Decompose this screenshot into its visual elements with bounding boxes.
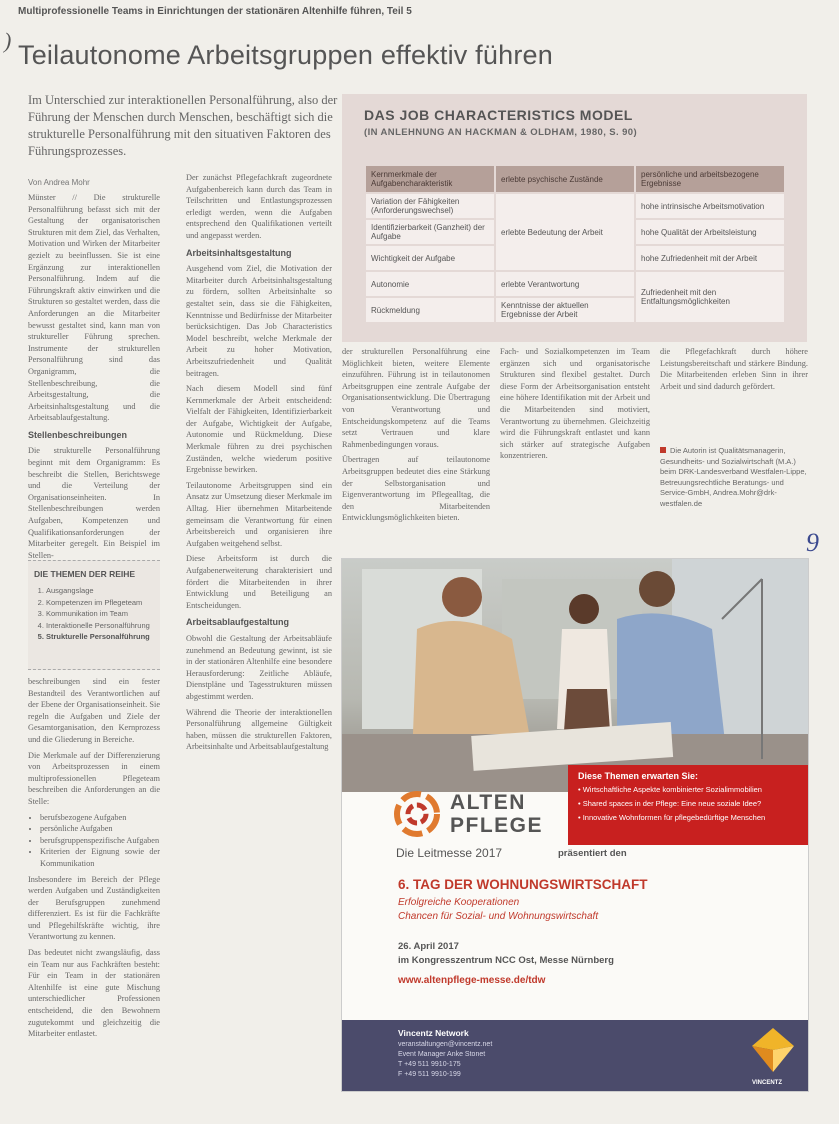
column-2 (186, 172, 332, 1116)
requirement-item: • persönliche Aufgaben (40, 823, 160, 835)
ad-event-location: im Kongresszentrum NCC Ost, Messe Nürnberg (398, 955, 614, 966)
ad-event-date: 26. April 2017 (398, 941, 459, 952)
col1b-paragraph: Insbesondere im Bereich der Pflege werden Aufgaben und Zuständigkeiten der Berufsgruppen zunehmend differenziert. Es ist für die Fachkräfte und Pflegehilfskräfte wichtig, ihre Verantwortung zu kennen. (28, 874, 160, 942)
jcm-cell: Identifizierbarkeit (Ganzheit) der Aufgabe (366, 220, 494, 244)
ad-footer (342, 1020, 808, 1091)
article-lead: Im Unterschied zur interaktionellen Personalführung, also der Führung der Menschen durch Menschen, beschäftigt sich die strukturelle Personalführung mit den situativen Faktoren des Führungsprozesses. (28, 93, 338, 158)
jcm-header: persönliche und arbeitsbezogene Ergebnisse (636, 166, 784, 192)
ad-topic: • Shared spaces in der Pflege: Eine neue soziale Idee? (578, 799, 762, 808)
series-topics-box (28, 560, 160, 670)
ad-footer-company: Vincentz Network (398, 1028, 469, 1038)
jcm-header: Kernmerkmale der Aufgabencharakteristik (366, 166, 494, 192)
column-4 (500, 346, 650, 550)
article-author: Von Andrea Mohr (28, 178, 90, 187)
col5-paragraph: die Pflegefachkraft durch höhere Leistungsbereitschaft und stärkere Bindung. Die Mitarbeitenden erleben Sinn in ihrer Arbeit und sind dadurch gefördert. (660, 347, 808, 391)
altenpflege-logo-icon (394, 791, 440, 837)
col3-paragraph: Übertragen auf teilautonome Arbeitsgruppen bedeutet dies eine Stärkung der Selbstorganisation und Eigenverantwortung im Pflegealltag, die den Mitarbeitenden Entwicklungsmöglichkeiten bieten. (342, 455, 490, 523)
ad-event-title: 6. TAG DER WOHNUNGSWIRTSCHAFT (398, 877, 648, 892)
jcm-cell: hohe intrinsische Arbeitsmotivation (636, 194, 784, 218)
article-title: Teilautonome Arbeitsgruppen effektiv führen (18, 40, 553, 70)
series-topic: 3. Kommunikation im Team (46, 608, 150, 620)
jcm-cell: Autonomie (366, 272, 494, 296)
ad-praesentiert: präsentiert den (558, 848, 627, 859)
col1-paragraph: Münster // Die strukturelle Personalführung befasst sich mit der Gestaltung der organisatorischen Strukturen mit dem Ziel, das Verhalten, Motivation und Wirken der Mitarbeiter gezielt zu beeinflussen. Sie ist eine Ergänzung zur interaktionellen Personalführung. Indem auf die Führungskraft aktiv einwirken und die Strukturen so gestaltet werden, dass die Anforderungen an die Mitarbeiter bewusst gestaltet sind, kann man von struktureller Führung sprechen. Instrumente der strukturellen Personalführung sind das Organigramm, die Stellenbeschreibung, die Arbeitsgestaltung, die Arbeitsinhaltsgestaltung und die Arbeitsablaufgestaltung. (28, 193, 160, 423)
jcm-cell: Rückmeldung (366, 298, 494, 322)
col4-paragraph: Fach- und Sozialkompetenzen im Team ergänzen sich und organisatorische Strukturen sind flexibel gestaltet. Durch diese Form der Arbeitsorganisation entsteht eine höhere Identifikation mit der Arbeit und die Mitarbeitenden sind motiviert, Verantwortung zu übernehmen. Gleichzeitig wird die Führungskraft entlastet und kann sich stärker auf strategische Aufgaben konzentrieren. (500, 347, 650, 461)
series-topic: 2. Kompetenzen im Pflegeteam (46, 597, 150, 609)
col2-paragraph: Obwohl die Gestaltung der Arbeitsabläufe zunehmend an Bedeutung gewinnt, ist sie in der stationären Altenhilfe eine besondere Herausforderung: Zeitliche Abläufe, Dienstpläne und Tagesstrukturen müssen abgestimmt werden. (186, 633, 332, 701)
ad-topics-heading: Diese Themen erwarten Sie: (578, 771, 699, 781)
ad-event-subtitle: Erfolgreiche Kooperationen (398, 897, 520, 908)
jcm-cell: erlebte Bedeutung der Arbeit (496, 194, 634, 270)
col1-paragraph: Die strukturelle Personalführung beginnt mit dem Organigramm: Es beschreibt die Stellen, Berichtswege und die Verteilung der Organisationseinheiten. In Stellenbeschreibungen werden Aufgaben, Kompetenzen und Qualifikationsanforderungen der Mitarbeiter geregelt. Ein Beispiel im Stellen- (28, 446, 160, 560)
author-info (660, 446, 808, 509)
ad-footer-phone: T +49 511 9910-175 (398, 1061, 461, 1068)
col3-paragraph: der strukturellen Personalführung eine Möglichkeit bieten, weitere Elemente einzuführen. Führung ist in teilautonomen Arbeitsgruppen eine zentrale Aufgabe der Organisationsentwicklung. Die Übertragung von Verantwortung und Entscheidungskompetenz auf die Teams setzt Vertrauen und klare Rahmenbedingungen voraus. (342, 347, 490, 449)
requirement-item: • berufsbezogene Aufgaben (40, 812, 160, 824)
col1b-paragraph: Die Merkmale auf der Differenzierung von Arbeitsprozessen in einem multiprofessionellen Pflegeteam beschreiben die Anforderungen an die Stelle: (28, 750, 160, 806)
altenpflege-advertisement[interactable] (341, 558, 809, 1092)
ad-footer-email[interactable]: veranstaltungen@vincentz.net (398, 1041, 493, 1048)
job-characteristics-model-box (342, 94, 807, 342)
col2-paragraph: Diese Arbeitsform ist durch die Aufgabenerweiterung charakterisiert und fördert die Mitarbeitenden in ihrer Entwicklung und Beteiligung an Entscheidungen. (186, 554, 332, 610)
jcm-cell: Wichtigkeit der Aufgabe (366, 246, 494, 270)
jcm-cell: Variation der Fähigkeiten (Anforderungswechsel) (366, 194, 494, 218)
jcm-subtitle: (IN ANLEHNUNG AN HACKMAN & OLDHAM, 1980, S. 90) (364, 127, 638, 138)
ad-brand-alten: ALTEN (450, 791, 526, 814)
jcm-header: erlebte psychische Zustände (496, 166, 634, 192)
col2-paragraph: Der zunächst Pflegefachkraft zugeordnete Aufgabenbereich kann durch das Team in Teilschritten und Entlastungsprozessen erledigt werden, wenn die Aufgaben entsprechend den Qualifikationen verteilt und angepasst werden. (186, 173, 332, 240)
bullet-square-icon (660, 447, 666, 453)
ad-brand-pflege: PFLEGE (450, 814, 544, 837)
column-3 (342, 346, 490, 550)
ad-photo (342, 559, 808, 792)
margin-mark: ) (4, 28, 12, 53)
column-5 (660, 346, 808, 440)
ad-messe: Die Leitmesse 2017 (396, 846, 503, 860)
column-1 (28, 192, 160, 560)
column-1b (28, 676, 160, 1116)
col1b-paragraph: beschreibungen sind ein fester Bestandteil des Verantwortlichen auf der Ebene der Organisationseinheit. Sie regeln die Aufgaben und Ziele der Gesamtorganisation, den Kernprozess und die Gliederung in Bereiche. (28, 677, 160, 744)
jcm-cell: hohe Zufriedenheit mit der Arbeit (636, 246, 784, 270)
page-number: 9 (806, 528, 819, 557)
series-topic: 1. Ausgangslage (46, 585, 150, 597)
heading-arbeitsablaufgestaltung: Arbeitsablaufgestaltung (186, 617, 290, 628)
jcm-title: DAS JOB CHARACTERISTICS MODEL (364, 107, 633, 123)
author-info-text: Die Autorin ist Qualitätsmanagerin, Gesundheits- und Sozialwirtschaft (M.A.) beim DRK-Landesverband Westfalen-Lippe, Betreuungsrechtliche Beratungs- und Service-GmbH, Andrea.Mohr@drk-westfalen.de (660, 446, 807, 508)
jcm-cell: hohe Qualität der Arbeitsleistung (636, 220, 784, 244)
ad-topics-banner (568, 765, 808, 845)
team-photo-illustration (342, 559, 808, 792)
vincentz-wordmark: VINCENTZ (752, 1080, 782, 1086)
heading-stellenbeschreibungen: Stellenbeschreibungen (28, 429, 128, 440)
col2-paragraph: Nach diesem Modell sind fünf Kernmerkmale der Arbeit entscheidend: Vielfalt der Fähigkeiten, Identifizierbarkeit der Aufgabe, Wichtigkeit der Aufgabe, Autonomie und Rückmeldung. Diese Merkmale führen zu drei psychischen Zuständen, welche wiederum positive Ergebnisse bewirken. (186, 384, 332, 475)
jcm-cell: erlebte Verantwortung (496, 272, 634, 296)
series-topic-current: 5. Strukturelle Personalführung (46, 631, 150, 643)
jcm-cell: Kenntnisse der aktuellen Ergebnisse der Arbeit (496, 298, 634, 322)
series-topic: 4. Interaktionelle Personalführung (46, 620, 150, 632)
ad-event-subtitle: Chancen für Sozial- und Wohnungswirtschaft (398, 911, 599, 922)
jcm-cell: Zufriedenheit mit den Entfaltungsmöglichkeiten (636, 272, 784, 322)
col2-paragraph: Während die Theorie der interaktionellen Personalführung allgemeine Gültigkeit haben, müssen die strukturellen Faktoren, Arbeitsinhalte und Arbeitsablaufgestaltung (186, 707, 332, 752)
ad-topic: • Wirtschaftliche Aspekte kombinierter Sozialimmobilien (578, 785, 762, 794)
heading-arbeitsinhaltsgestaltung: Arbeitsinhaltsgestaltung (186, 247, 292, 258)
ad-footer-fax: F +49 511 9910-199 (398, 1071, 461, 1078)
requirement-item: • Kriterien der Eignung sowie der Kommunikation (40, 846, 160, 869)
col2-paragraph: Teilautonome Arbeitsgruppen sind ein Ansatz zur Umsetzung dieser Merkmale im Alltag. Hier übernehmen Mitarbeitende gemeinsam die Verantwortung für einen Arbeitsbereich und organisieren ihre Aufgaben weitgehend selbst. (186, 480, 332, 548)
ad-footer-contact: Event Manager Anke Stonet (398, 1051, 486, 1058)
series-topics-heading: DIE THEMEN DER REIHE (34, 569, 136, 579)
jcm-table (364, 164, 786, 324)
ad-topic: • Innovative Wohnformen für pflegebedürftige Menschen (578, 813, 766, 822)
col1b-paragraph: Das bedeutet nicht zwangsläufig, dass ein Team nur aus Fachkräften besteht: Für ein Team in der stationären Altenhilfe ist eine gute Mischung unterschiedlicher Professionen entscheidend, die den Bewohnern zugutekommt und gleichzeitig die Mitarbeiter entlastet. (28, 948, 160, 1039)
vincentz-logo-icon (750, 1026, 796, 1074)
requirement-item: • berufsgruppenspezifische Aufgaben (40, 835, 160, 847)
series-header: Multiprofessionelle Teams in Einrichtungen der stationären Altenhilfe führen, Teil 5 (18, 6, 412, 17)
col2-paragraph: Ausgehend vom Ziel, die Motivation der Mitarbeiter durch Arbeitsinhaltsgestaltung zu fördern, sollten Arbeitsinhalte so gestaltet sein, dass sie die Fähigkeiten, Kenntnisse und Bedürfnisse der Mitarbeiter berücksichtigen. Das Job Characteristics Model beschreibt, welche Merkmale der Arbeit zu hoher Motivation, Arbeitszufriedenheit und Qualität beitragen. (186, 264, 332, 378)
ad-event-link[interactable]: www.altenpflege-messe.de/tdw (398, 975, 546, 986)
